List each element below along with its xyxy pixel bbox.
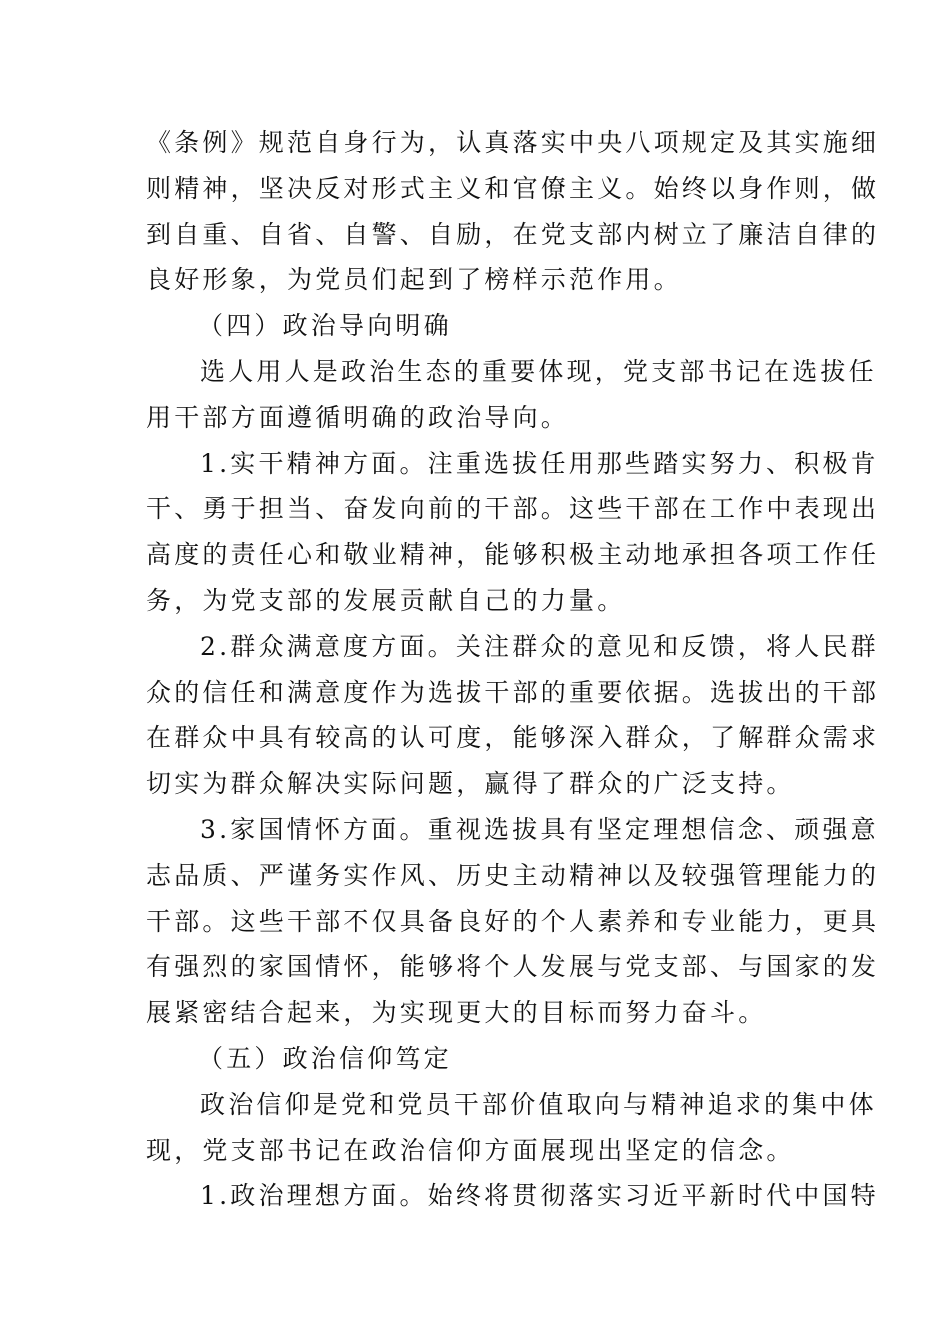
paragraph-line: 良好形象，为党员们起到了榜样示范作用。 bbox=[146, 265, 682, 295]
paragraph-line: 在群众中具有较高的认可度，能够深入群众，了解群众需求 bbox=[146, 723, 880, 753]
paragraph-line: 选人用人是政治生态的重要体现，党支部书记在选拔任 bbox=[200, 356, 877, 386]
paragraph-line: 务，为党支部的发展贡献自己的力量。 bbox=[146, 585, 626, 615]
paragraph-line: 现，党支部书记在政治信仰方面展现出坚定的信念。 bbox=[146, 1135, 795, 1165]
list-item-line: 2.群众满意度方面。关注群众的意见和反馈，将人民群 bbox=[200, 631, 879, 661]
list-item-line: 1.实干精神方面。注重选拔任用那些踏实努力、积极肯 bbox=[200, 448, 879, 478]
paragraph-line: 干、勇于担当、奋发向前的干部。这些干部在工作中表现出 bbox=[146, 494, 880, 524]
list-item-line: 1.政治理想方面。始终将贯彻落实习近平新时代中国特 bbox=[200, 1181, 879, 1211]
paragraph-line: 展紧密结合起来，为实现更大的目标而努力奋斗。 bbox=[146, 998, 767, 1028]
paragraph-line: 《条例》规范自身行为，认真落实中央八项规定及其实施细 bbox=[146, 128, 880, 157]
document-body bbox=[146, 120, 880, 1219]
paragraph-line: 则精神，坚决反对形式主义和官僚主义。始终以身作则，做 bbox=[146, 173, 880, 203]
paragraph-line: 用干部方面遵循明确的政治导向。 bbox=[146, 402, 570, 432]
paragraph-line: 志品质、严谨务实作风、历史主动精神以及较强管理能力的 bbox=[146, 860, 880, 890]
section-heading-4: （四）政治导向明确 bbox=[198, 311, 452, 341]
list-item-line: 3.家国情怀方面。重视选拔具有坚定理想信念、顽强意 bbox=[200, 814, 879, 844]
paragraph-line: 到自重、自省、自警、自励，在党支部内树立了廉洁自律的 bbox=[146, 219, 880, 249]
paragraph-line: 众的信任和满意度作为选拔干部的重要依据。选拔出的干部 bbox=[146, 677, 880, 707]
section-heading-5: （五）政治信仰笃定 bbox=[198, 1043, 452, 1073]
paragraph-line: 干部。这些干部不仅具备良好的个人素养和专业能力，更具 bbox=[146, 906, 880, 936]
paragraph-line: 有强烈的家国情怀，能够将个人发展与党支部、与国家的发 bbox=[146, 952, 880, 982]
paragraph-line: 政治信仰是党和党员干部价值取向与精神追求的集中体 bbox=[200, 1089, 877, 1119]
paragraph-line: 高度的责任心和敬业精神，能够积极主动地承担各项工作任 bbox=[146, 540, 880, 570]
paragraph-line: 切实为群众解决实际问题，赢得了群众的广泛支持。 bbox=[146, 769, 795, 799]
